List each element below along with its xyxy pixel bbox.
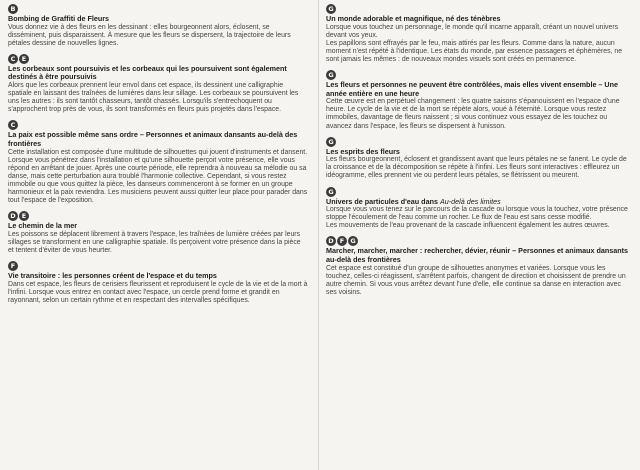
paragraph: Lorsque vous touchez un personnage, le monde qu'il incarne apparaît, créant un nouvel univers devant vos yeux. bbox=[326, 23, 619, 39]
zone-badges bbox=[8, 120, 308, 130]
section-title: Le chemin de la mer bbox=[8, 221, 78, 231]
right-column bbox=[326, 4, 632, 303]
column-divider bbox=[318, 0, 319, 470]
zone-badges bbox=[326, 137, 632, 147]
section-title: Un monde adorable et magnifique, né des ténèbres bbox=[326, 14, 501, 23]
zone-badge: G bbox=[326, 137, 336, 147]
zone-badge: D bbox=[326, 236, 336, 246]
section-paix bbox=[8, 120, 308, 205]
zone-badge: G bbox=[326, 187, 336, 197]
section-title: Les corbeaux sont poursuivis et les corbeaux qui les poursuivent sont également destinés à être poursuivis bbox=[8, 63, 287, 82]
zone-badges bbox=[326, 70, 632, 80]
zone-badge: C bbox=[8, 54, 18, 64]
section-graffiti bbox=[8, 4, 308, 48]
section-chemin-mer bbox=[8, 211, 308, 255]
section-body bbox=[8, 281, 308, 305]
section-title-text: Univers de particules d'eau dans bbox=[326, 196, 438, 206]
zone-badge: F bbox=[8, 261, 18, 271]
zone-badges bbox=[8, 54, 308, 64]
section-monde-adorable bbox=[326, 4, 632, 64]
zone-badges bbox=[326, 236, 632, 246]
zone-badge: B bbox=[8, 4, 18, 14]
zone-badge: D bbox=[8, 211, 18, 221]
section-body bbox=[8, 82, 308, 114]
paragraph: Cette œuvre est en perpétuel changement : les quatre saisons s'épanouissent en l'espace d'une heure. Le cycle de la vie et de la mort se répète alors, voué à l'éternité. Lorsque vous restez immobiles, davantage de fleurs naissent ; si vous continuez vous essayez de les touchez ou avancez dans l'espace, les fleurs se dispersent à l'unisson. bbox=[326, 98, 620, 130]
section-title: Les fleurs et personnes ne peuvent être contrôlées, mais elles vivent ensemble – Une année entière en une heure bbox=[326, 80, 619, 98]
section-title bbox=[326, 198, 632, 207]
zone-badge: G bbox=[326, 70, 336, 80]
section-title: La paix est possible même sans ordre – Personnes et animaux dansants au-delà des frontières bbox=[8, 130, 298, 149]
section-body bbox=[8, 231, 308, 255]
section-marcher bbox=[326, 236, 632, 297]
section-title-italic: Au-delà des limites bbox=[439, 196, 501, 206]
section-title: Vie transitoire : les personnes créent de l'espace et du temps bbox=[8, 271, 217, 281]
section-body bbox=[8, 24, 308, 48]
section-title: Les esprits des fleurs bbox=[326, 146, 400, 156]
zone-badges bbox=[326, 187, 632, 197]
section-particules-eau bbox=[326, 187, 632, 231]
zone-badge: F bbox=[337, 236, 347, 246]
section-title: Marcher, marcher, marcher : rechercher, dévier, réunir – Personnes et animaux dansants au-delà des frontières bbox=[326, 246, 629, 264]
section-vie-transitoire bbox=[8, 261, 308, 305]
section-body bbox=[326, 156, 632, 180]
section-body bbox=[326, 24, 632, 64]
section-body bbox=[8, 149, 308, 206]
paragraph: Lorsque vous vous tenez sur le parcours de la cascade ou lorsque vous la touchez, votre présence stoppe l'écoulement de l'eau comme un rocher. Le flux de l'eau est sans cesse modifié. bbox=[326, 206, 628, 222]
section-title: Bombing de Graffiti de Fleurs bbox=[8, 14, 110, 23]
paragraph: Les fleurs bourgeonnent, éclosent et grandissent avant que leurs pétales ne se fanent. Le cycle de la croissance et de la décomposition se répète à l'infini. Les fleurs sont interactives : effleurez un idéogramme, elles prennent vie ou perdent leurs pétales, se flétrissent ou meurent. bbox=[326, 156, 627, 180]
paragraph: Les poissons se déplacent librement à travers l'espace, les traînées de lumière créées par leurs sillages se transforment en une calligraphie spatiale. Ils perçoivent votre présence dans la pièce et tentent d'éviter de vous heurter. bbox=[8, 230, 301, 255]
zone-badge: E bbox=[19, 211, 29, 221]
section-body bbox=[326, 265, 632, 297]
zone-badges bbox=[8, 211, 308, 221]
zone-badge: E bbox=[19, 54, 29, 64]
section-body bbox=[326, 98, 632, 130]
section-body bbox=[326, 206, 632, 230]
paragraph: Vous donnez vie à des fleurs en les dessinant : elles bourgeonnent alors, éclosent, se disséminent, puis disparaissent. À mesure que les fleurs se dispersent, la trajectoire de leurs pétales dessine de nouvelles lignes. bbox=[8, 23, 291, 47]
section-fleurs-personnes bbox=[326, 70, 632, 131]
zone-badge: G bbox=[348, 236, 358, 246]
paragraph: Dans cet espace, les fleurs de cerisiers fleurissent et reproduisent le cycle de la vie et de la mort à l'infini. Lorsque vous entrez en contact avec l'espace, un cercle prend forme et grandit en rayonnant, selon un certain rythme et en respectant des intervalles spécifiques. bbox=[8, 280, 308, 304]
section-esprits-fleurs bbox=[326, 137, 632, 181]
zone-badges bbox=[326, 4, 632, 14]
paragraph: Cette installation est composée d'une multitude de silhouettes qui jouent d'instruments et dansent. Lorsque vous pénétrez dans l'installation et qu'une silhouette perçoit votre présence, elle vous répond en arrêtant de jouer. Après une courte période, elle reprendra à nouveau sa mélodie ou sa danse, mais cette perturbation aura troublé l'harmonie collective. Cependant, si vous restez immobile ou que vous quittez la pièce, les danseurs commenceront à se former en un groupe harmonieux et la paix reviendra. Les musiciens peuvent aussi quitter leur place pour parader dans tout l'espace de l'exposition. bbox=[8, 148, 308, 205]
paragraph: Les papillons sont effrayés par le feu, mais attirés par les fleurs. Comme dans la nature, aucun moment n'est répété à l'identique. Les états du monde, par essence passagers et éphémères, ne sont jamais les mêmes : de nouveaux mondes visuels sont créés en permanence. bbox=[326, 39, 623, 63]
left-column bbox=[8, 4, 308, 311]
zone-badge: C bbox=[8, 120, 18, 130]
zone-badge: G bbox=[326, 4, 336, 14]
zone-badges bbox=[8, 4, 308, 14]
paragraph: Alors que les corbeaux prennent leur envol dans cet espace, ils dessinent une calligraphie spatiale en laissant des traînées de lumières dans leur sillage. Les corbeaux se poursuivent les uns les autres : ils sont tantôt chasseurs, tantôt chassés. Lorsqu'ils s'entrechoquent ou s'approchent trop près de vous, ils sont transformés en fleurs puis projetés dans l'espace. bbox=[8, 82, 299, 114]
paragraph: Cet espace est constitué d'un groupe de silhouettes anonymes et variées. Lorsque vous les touchez, celles-ci réagissent, s'arrêtent parfois, changent de direction et choisissent de prendre un autre chemin. Si vous vous arrêtez devant l'une d'elle, elle continue sa danse en interaction avec ses voisins. bbox=[326, 264, 626, 296]
paragraph: Les mouvements de l'eau provenant de la cascade influencent également les autres œuvres. bbox=[326, 222, 610, 230]
section-corbeaux bbox=[8, 54, 308, 115]
zone-badges bbox=[8, 261, 308, 271]
